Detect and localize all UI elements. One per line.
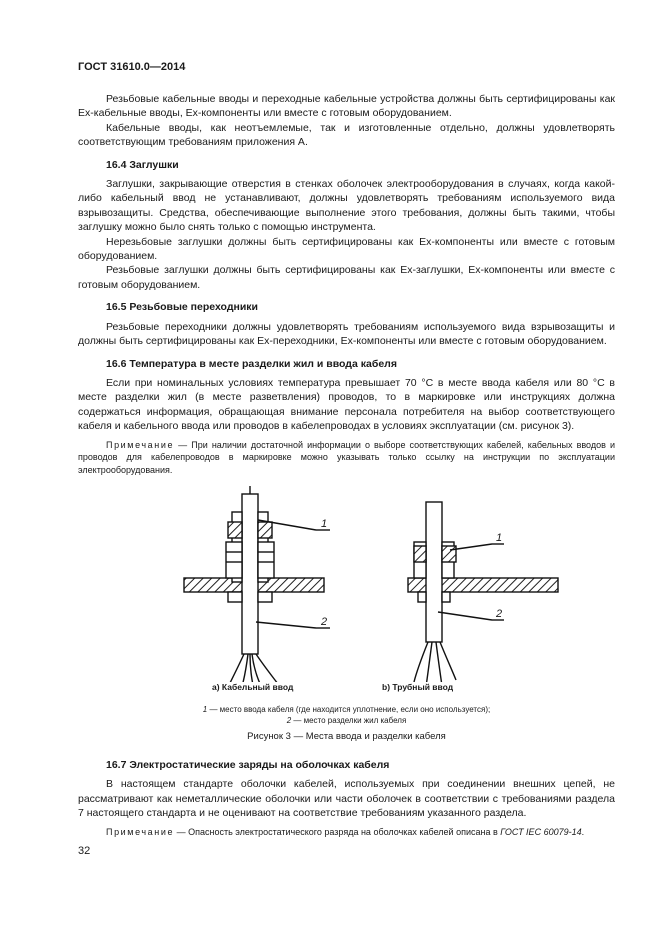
figure-3	[78, 482, 615, 743]
callout-1-gland: 1	[321, 518, 328, 531]
legend-line-2	[78, 715, 615, 726]
section-16-4-heading: 16.4 Заглушки	[106, 158, 179, 171]
page-number: 32	[78, 845, 91, 857]
section-16-6-paragraph-1: Если при номинальных условиях температура превышает 70 °С в месте ввода кабеля или 80 °С в месте разделки жил (в месте разветвления) проводов, то в маркировке или инструкциях должна содержаться информация, обращающая внимание персонала потребителя на выбор соответствующего кабеля и кабельного ввода или проводов в кабелепроводах в условиях эксплуатации (см. рисунок 3).	[78, 376, 615, 433]
note-end: .	[581, 826, 585, 837]
callout-1-conduit: 1	[496, 532, 503, 545]
note-text: — При наличии достаточной информации о выборе соответствующих кабелей, кабельных вводов и проводов для кабелепроводов в маркировке можно указывать только ссылку на инструкции по эксплуатации электрооборудования.	[78, 439, 615, 475]
legend-1-number: 1	[202, 705, 208, 715]
section-16-4-paragraph-2: Нерезьбовые заглушки должны быть сертифицированы как Ex-компоненты или вместе с готовым оборудованием.	[78, 235, 615, 263]
section-16-5-heading: 16.5 Резьбовые переходники	[106, 301, 259, 314]
section-16-6-heading: 16.6 Температура в месте разделки жил и ввода кабеля	[106, 357, 397, 370]
callout-2-conduit: 2	[496, 608, 503, 621]
section-16-5-paragraph-1: Резьбовые переходники должны удовлетворять требованиям используемого вида взрывозащиты и должны быть сертифицированы как Ex-переходники, Ex-компоненты или вместе с готовым оборудованием.	[78, 320, 615, 348]
note-reference: ГОСТ IEC 60079-14	[500, 826, 582, 837]
intro-paragraph-2: Кабельные вводы, как неотъемлемые, так и изготовленные отдельно, должны удовлетворять соответствующим требованиям приложения А.	[78, 121, 615, 149]
section-16-7-heading: 16.7 Электростатические заряды на оболочках кабеля	[106, 759, 390, 772]
document-header: ГОСТ 31610.0—2014	[78, 61, 186, 73]
note-label: Примечание	[106, 826, 175, 837]
page-content	[78, 92, 615, 838]
legend-2-number: 2	[286, 716, 292, 726]
cable-entry-drawing	[78, 482, 615, 682]
section-16-7-note	[78, 826, 615, 839]
conduit-entry-illustration	[408, 502, 558, 682]
section-16-6-note	[78, 439, 615, 477]
callout-2-gland: 2	[321, 616, 328, 629]
intro-paragraph-1: Резьбовые кабельные вводы и переходные кабельные устройства должны быть сертифицированы как Ex-кабельные вводы, Ex-компоненты или вместе с готовым оборудованием.	[78, 93, 615, 120]
note-text: — Опасность электростатического разряда на оболочках кабелей описана в	[174, 826, 501, 837]
caption-a: a) Кабельный ввод	[212, 682, 294, 693]
legend-line-1	[78, 704, 615, 715]
cable-gland-illustration	[184, 486, 330, 682]
section-16-4-paragraph-3: Резьбовые заглушки должны быть сертифицированы как Ex-заглушки, Ex-компоненты или вместе с готовым оборудованием.	[78, 264, 615, 291]
section-16-7-paragraph-1: В настоящем стандарте оболочки кабелей, используемых при соединении внешних цепей, не рассматривают как неметаллические оболочки или части оболочек в соответствии с требованиями раздела 7 настоящего стандарта и не оценивают на соответствие требованиям указанного раздела.	[78, 778, 615, 820]
section-16-4-paragraph-1: Заглушки, закрывающие отверстия в стенках оболочек электрооборудования в случаях, когда какой-либо кабельный ввод не устанавливают, должны удовлетворять требованиям используемого вида взрывозащиты. Средства, обеспечивающие выполнение этого требования, должны быть такими, чтобы заглушку можно было снять только с помощью инструмента.	[78, 178, 615, 234]
note-label: Примечание	[106, 439, 175, 450]
caption-b: b) Трубный ввод	[382, 682, 454, 693]
legend-1-text: — место ввода кабеля (где находится уплотнение, если оно используется);	[207, 705, 491, 715]
legend-2-text: — место разделки жил кабеля	[291, 716, 407, 726]
figure-title: Рисунок 3 — Места ввода и разделки кабеля	[247, 731, 446, 743]
